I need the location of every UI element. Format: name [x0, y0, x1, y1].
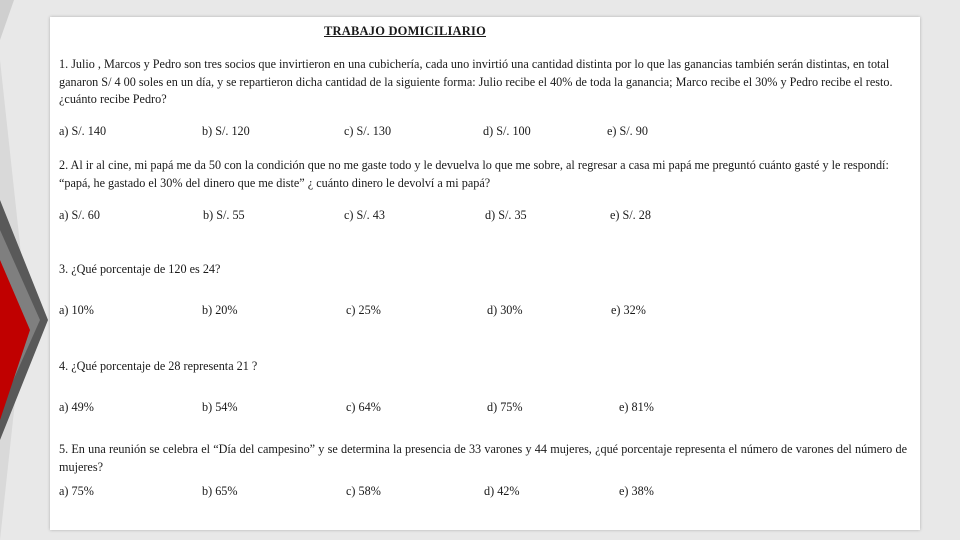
q2-option-a: a) S/. 60	[59, 208, 100, 222]
q1-option-a: a) S/. 140	[59, 124, 107, 138]
q3-option-a: a) 10%	[59, 303, 94, 317]
q5-option-a: a) 75%	[59, 484, 94, 498]
q5-option-c: c) 58%	[346, 484, 381, 498]
q2-option-d: d) S/. 35	[485, 208, 527, 222]
q5-option-b: b) 65%	[202, 484, 238, 498]
q2-option-b: b) S/. 55	[203, 208, 245, 222]
q3-option-e: e) 32%	[611, 303, 646, 317]
question-2: 2. Al ir al cine, mi papá me da 50 con la condición que no me gaste todo y le devuelva lo que me sobre, al regresar a casa mi papá me preguntó cuánto gasté y le respondí: “papá, he gastado el 30% del dinero que me diste” ¿ cuánto dinero le devolví a mi papá?	[59, 158, 889, 190]
document-page	[50, 17, 920, 530]
q3-option-c: c) 25%	[346, 303, 381, 317]
q2-option-e: e) S/. 28	[610, 208, 651, 222]
q2-option-c: c) S/. 43	[344, 208, 385, 222]
q1-option-d: d) S/. 100	[483, 124, 531, 138]
question-5: 5. En una reunión se celebra el “Día del campesino” y se determina la presencia de 33 varones y 44 mujeres, ¿qué porcentaje representa el número de varones del número de mujeres?	[59, 442, 907, 474]
question-4: 4. ¿Qué porcentaje de 28 representa 21 ?	[59, 359, 258, 373]
document-title: TRABAJO DOMICILIARIO	[324, 24, 487, 38]
q4-option-a: a) 49%	[59, 400, 94, 414]
question-3: 3. ¿Qué porcentaje de 120 es 24?	[59, 262, 221, 276]
question-1: 1. Julio , Marcos y Pedro son tres socios que invirtieron en una cubichería, cada uno invirtió una cantidad distinta por lo que las ganancias también serán distintas, en total ganaron S/ 4 00 soles en un día, y se repartieron dicha cantidad de la siguiente forma: Julio recibe el 40% de toda la ganancia; Marco recibe el 30% y Pedro recibe el resto. ¿cuánto recibe Pedro?	[59, 57, 893, 106]
q1-option-e: e) S/. 90	[607, 124, 648, 138]
q5-option-e: e) 38%	[619, 484, 654, 498]
q3-option-b: b) 20%	[202, 303, 238, 317]
q4-option-d: d) 75%	[487, 400, 523, 414]
q3-option-d: d) 30%	[487, 303, 523, 317]
q4-option-e: e) 81%	[619, 400, 654, 414]
q1-option-c: c) S/. 130	[344, 124, 392, 138]
q1-option-b: b) S/. 120	[202, 124, 250, 138]
q4-option-b: b) 54%	[202, 400, 238, 414]
q4-option-c: c) 64%	[346, 400, 381, 414]
q5-option-d: d) 42%	[484, 484, 520, 498]
